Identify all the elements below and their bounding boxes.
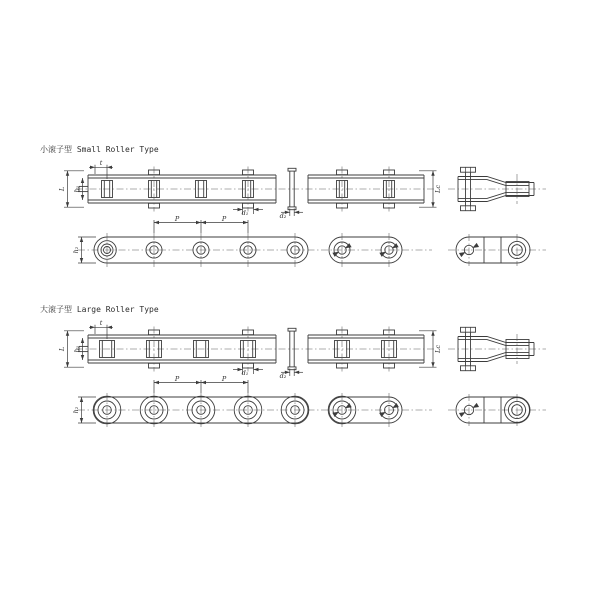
pin-length-label: L [57, 346, 66, 352]
section-title-large-roller: 大滚子型 Large Roller Type [40, 305, 159, 314]
roller-diameter-label: d₁ [241, 208, 249, 217]
section-title-small-roller: 小滚子型 Small Roller Type [40, 145, 159, 154]
connecting-pin-length-label: Lc [433, 345, 442, 353]
pitch-label: P [174, 214, 180, 223]
pin-length-label: L [57, 186, 66, 192]
pitch-label: P [174, 374, 180, 383]
pitch-label: P [221, 214, 227, 223]
plate-height-label: h₂ [71, 246, 80, 254]
pin-diameter-label: d₂ [279, 211, 287, 220]
inner-width-label: b₁ [72, 345, 81, 353]
plate-gap-label: t [99, 318, 103, 327]
connecting-pin-length-label: Lc [433, 185, 442, 193]
plate-gap-label: t [99, 158, 103, 167]
roller-diameter-label: d₁ [241, 368, 249, 377]
pin-diameter-label: d₂ [279, 371, 287, 380]
inner-width-label: b₁ [72, 185, 81, 193]
pitch-label: P [221, 374, 227, 383]
plate-height-label: h₂ [71, 406, 80, 414]
